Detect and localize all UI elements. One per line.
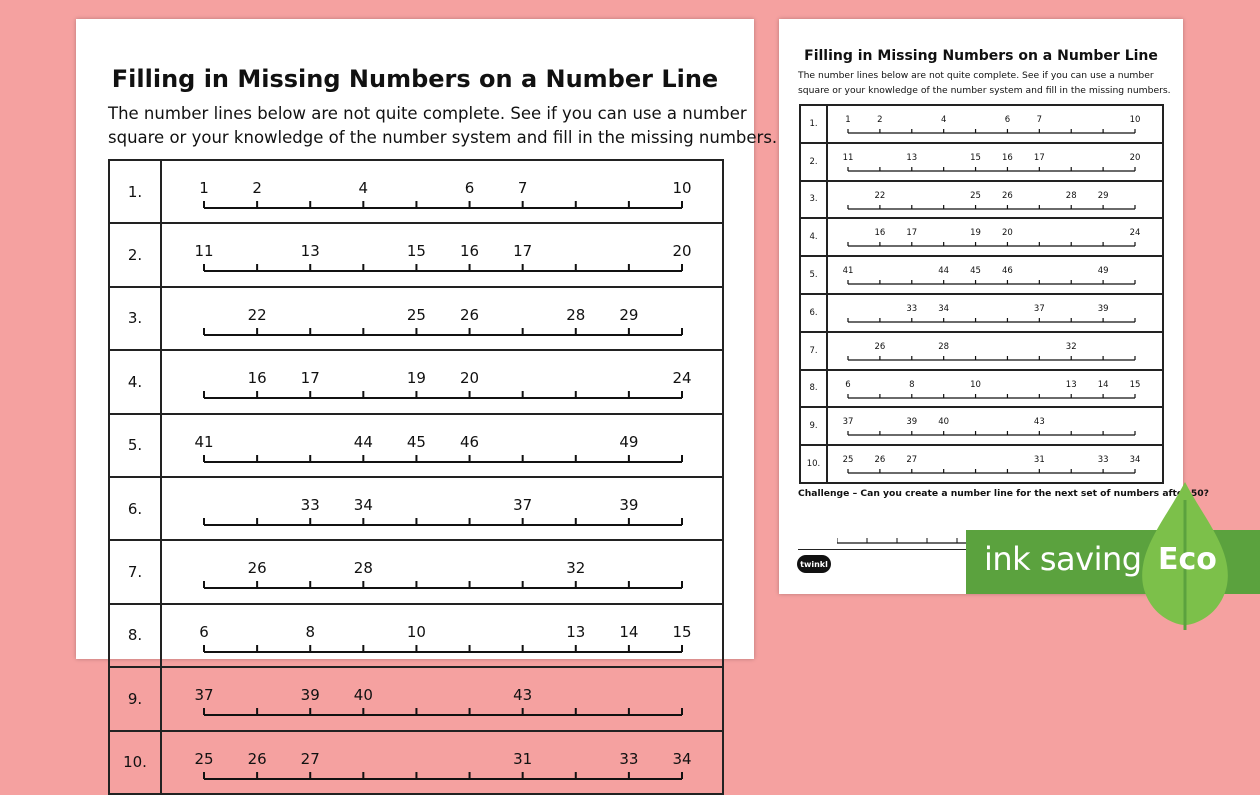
number-line-value: 44 [938, 266, 950, 277]
number-line-value: 37 [1033, 303, 1045, 314]
number-line [801, 446, 1162, 482]
number-line-value: 26 [460, 305, 480, 324]
row-label: 7. [110, 541, 162, 602]
number-line-value: 37 [842, 417, 854, 428]
intro-line-1: The number lines below are not quite complete. See if you can use a number [108, 104, 747, 123]
number-line-value: 25 [194, 749, 214, 768]
challenge-dash: – [852, 488, 861, 499]
number-line [110, 351, 722, 412]
number-line-row [801, 144, 1162, 182]
number-line-value: 26 [247, 559, 267, 578]
number-line-value: 37 [194, 686, 214, 705]
number-line-value: 4 [358, 179, 369, 197]
number-line-value: 17 [1033, 152, 1045, 163]
number-line-value: 41 [194, 432, 214, 451]
row-label: 2. [110, 224, 162, 285]
number-line-value: 33 [906, 303, 918, 314]
number-line-row [801, 106, 1162, 144]
number-line [110, 161, 722, 222]
number-line-value: 13 [906, 152, 918, 163]
number-line-value: 13 [1065, 379, 1077, 390]
number-line-value: 11 [194, 242, 214, 261]
number-line [801, 333, 1162, 369]
number-line-value: 40 [353, 686, 373, 705]
number-line-row [801, 408, 1162, 446]
number-line-value: 25 [406, 305, 426, 324]
number-line-value: 1 [199, 179, 209, 197]
number-line-value: 20 [672, 242, 692, 261]
row-label: 1. [801, 106, 828, 142]
number-line [801, 295, 1162, 331]
number-line-value: 16 [460, 242, 480, 261]
number-line [110, 224, 722, 285]
number-line-row [801, 333, 1162, 371]
number-line-value: 13 [566, 622, 586, 641]
worksheet-intro-small [798, 68, 1171, 98]
number-line-value: 2 [252, 179, 262, 197]
number-line-value: 31 [513, 749, 533, 768]
number-line-row [110, 605, 722, 668]
number-line-row [801, 257, 1162, 295]
number-line-value: 49 [1097, 266, 1109, 277]
number-line-value: 7 [517, 179, 528, 197]
number-line-value: 10 [672, 179, 692, 197]
number-line-value: 32 [566, 559, 586, 578]
number-line-value: 17 [513, 242, 533, 261]
row-label: 9. [801, 408, 828, 444]
intro-line-1-small: The number lines below are not quite complete. See if you can use a number [798, 70, 1154, 81]
number-line [801, 219, 1162, 255]
row-label: 4. [110, 351, 162, 412]
row-label: 5. [801, 257, 828, 293]
number-line [110, 288, 722, 349]
number-line-value: 19 [406, 369, 426, 388]
number-line-value: 22 [247, 305, 267, 324]
number-line-row [110, 668, 722, 731]
number-line [801, 106, 1162, 142]
intro-line-2: square or your knowledge of the number system and fill in the missing numbers. [108, 128, 778, 147]
number-line-value: 49 [619, 432, 639, 451]
number-line-value: 29 [1097, 190, 1109, 201]
number-line-row [801, 182, 1162, 220]
row-label: 8. [801, 371, 828, 407]
worksheet-title-small: Filling in Missing Numbers on a Number Line [804, 48, 1158, 64]
number-line-value: 6 [845, 379, 851, 390]
number-line-value: 28 [353, 559, 373, 578]
number-line-value: 40 [938, 417, 950, 428]
number-line-value: 34 [938, 303, 950, 314]
number-line-value: 20 [1002, 228, 1013, 239]
number-line-value: 7 [1036, 115, 1043, 125]
number-line-value: 26 [874, 341, 886, 352]
number-line-value: 8 [305, 622, 315, 641]
number-line-value: 46 [460, 432, 480, 451]
number-line-table [108, 159, 724, 795]
number-line-value: 43 [513, 686, 533, 705]
number-line-value: 6 [199, 622, 209, 641]
number-line-value: 17 [906, 228, 918, 239]
number-line-value: 26 [1002, 190, 1013, 201]
number-line-row [110, 288, 722, 351]
challenge-question: Can you create a number line for the next set of numbers after 50? [860, 488, 1209, 499]
number-line-value: 39 [300, 686, 320, 705]
number-line-value: 16 [247, 369, 267, 388]
number-line-row [801, 295, 1162, 333]
row-label: 4. [801, 219, 828, 255]
number-line-value: 32 [1065, 341, 1077, 352]
number-line-row [110, 732, 722, 795]
number-line-value: 10 [1129, 115, 1141, 125]
number-line-value: 22 [874, 190, 886, 201]
challenge-label: Challenge [798, 488, 850, 499]
number-line-row [801, 371, 1162, 409]
number-line-value: 33 [619, 749, 639, 768]
number-line [801, 408, 1162, 444]
number-line-value: 14 [1097, 379, 1109, 390]
number-line [110, 478, 722, 539]
number-line-value: 15 [672, 622, 692, 641]
number-line-value: 31 [1033, 455, 1045, 466]
number-line-value: 39 [1097, 303, 1109, 314]
worksheet-preview [779, 19, 1209, 594]
number-line-value: 17 [300, 369, 320, 388]
number-line [801, 371, 1162, 407]
row-label: 9. [110, 668, 162, 729]
number-line-value: 37 [513, 495, 533, 514]
number-line-value: 34 [353, 495, 373, 514]
number-line-value: 15 [970, 152, 981, 163]
number-line-value: 25 [842, 455, 854, 466]
number-line-value: 28 [566, 305, 586, 324]
number-line-value: 27 [300, 749, 320, 768]
number-line-value: 33 [1097, 455, 1109, 466]
number-line-value: 15 [406, 242, 426, 261]
number-line-row [110, 415, 722, 478]
number-line-value: 10 [406, 622, 426, 641]
number-line-row [110, 478, 722, 541]
number-line-value: 6 [464, 179, 475, 197]
number-line-value: 26 [874, 455, 886, 466]
number-line-value: 8 [909, 379, 915, 390]
number-line [110, 541, 722, 602]
number-line-value: 41 [842, 266, 854, 277]
number-line-row [110, 541, 722, 604]
number-line [801, 257, 1162, 293]
number-line-value: 29 [619, 305, 639, 324]
number-line-value: 19 [970, 228, 981, 239]
twinkl-logo: twinkl [797, 555, 831, 573]
number-line-value: 14 [619, 622, 639, 641]
intro-line-2-small: square or your knowledge of the number system and fill in the missing numbers. [798, 85, 1171, 96]
worksheet-title: Filling in Missing Numbers on a Number Line [111, 65, 719, 93]
row-label: 6. [801, 295, 828, 331]
row-label: 5. [110, 415, 162, 476]
number-line-row [110, 224, 722, 287]
number-line-value: 20 [1129, 152, 1141, 163]
number-line-value: 39 [619, 495, 639, 514]
number-line-value: 34 [672, 749, 692, 768]
footer-rule [798, 549, 968, 550]
number-line-value: 24 [1129, 228, 1141, 239]
number-line-value: 1 [845, 115, 851, 125]
number-line-value: 45 [406, 432, 426, 451]
number-line-value: 11 [842, 152, 854, 163]
number-line-value: 27 [906, 455, 918, 466]
number-line-table-small [799, 104, 1164, 484]
eco-badge-text: Eco [1158, 542, 1217, 577]
row-label: 6. [110, 478, 162, 539]
number-line-row [110, 351, 722, 414]
worksheet-zoomed [76, 19, 778, 772]
row-label: 3. [801, 182, 828, 218]
number-line-value: 33 [300, 495, 320, 514]
number-line-value: 34 [1129, 455, 1141, 466]
row-label: 10. [110, 732, 162, 793]
number-line-value: 4 [940, 115, 947, 125]
row-label: 7. [801, 333, 828, 369]
row-label: 8. [110, 605, 162, 666]
number-line-value: 10 [970, 379, 981, 390]
number-line-value: 20 [460, 369, 480, 388]
number-line-value: 44 [353, 432, 373, 451]
number-line-value: 26 [247, 749, 267, 768]
row-label: 10. [801, 446, 828, 482]
row-label: 3. [110, 288, 162, 349]
number-line-row [801, 219, 1162, 257]
number-line-value: 13 [300, 242, 320, 261]
number-line [110, 732, 722, 793]
number-line-value: 16 [1002, 152, 1013, 163]
number-line-value: 28 [938, 341, 950, 352]
number-line-row [801, 446, 1162, 484]
number-line-row [110, 161, 722, 224]
row-label: 2. [801, 144, 828, 180]
number-line-value: 45 [970, 266, 981, 277]
number-line [110, 668, 722, 729]
number-line-value: 6 [1004, 115, 1011, 125]
number-line-value: 24 [672, 369, 692, 388]
challenge-number-line [837, 537, 987, 545]
number-line-value: 2 [877, 115, 883, 125]
number-line [801, 182, 1162, 218]
number-line-value: 16 [874, 228, 886, 239]
number-line [110, 605, 722, 666]
number-line-value: 43 [1033, 417, 1045, 428]
ink-saving-label: ink saving [984, 540, 1142, 578]
number-line-value: 46 [1002, 266, 1013, 277]
worksheet-intro [108, 102, 777, 150]
number-line-value: 25 [970, 190, 981, 201]
number-line-value: 15 [1129, 379, 1141, 390]
number-line-value: 28 [1065, 190, 1077, 201]
number-line [110, 415, 722, 476]
number-line-value: 39 [906, 417, 918, 428]
number-line [801, 144, 1162, 180]
row-label: 1. [110, 161, 162, 222]
